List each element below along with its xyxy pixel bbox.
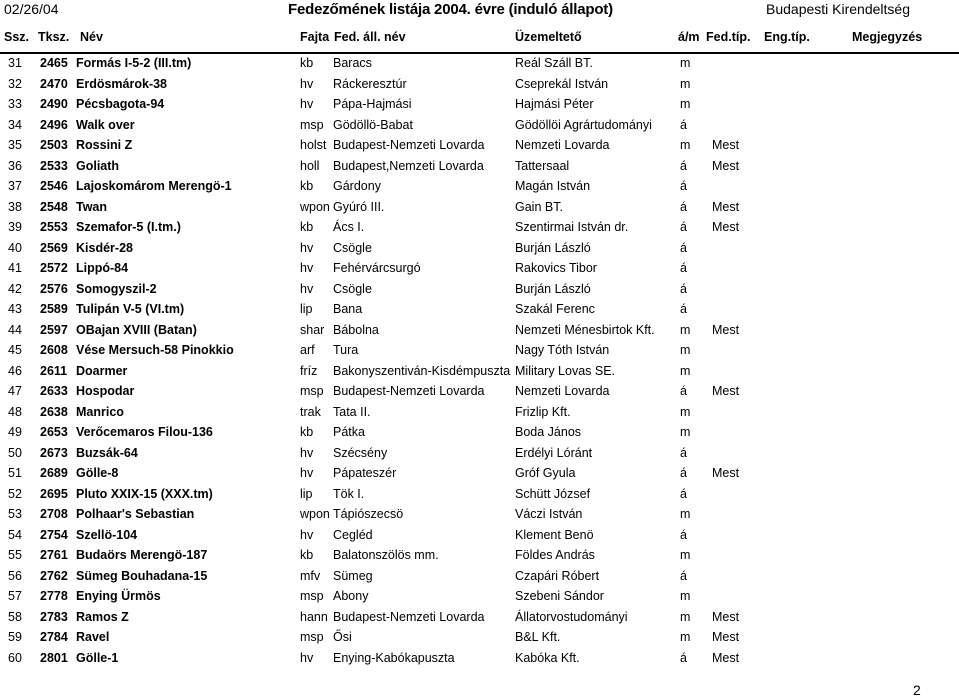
row-am: m xyxy=(680,76,691,91)
table-row xyxy=(0,116,959,137)
row-tksz: 2465 xyxy=(40,56,68,70)
row-station: Pápateszér xyxy=(333,466,397,480)
row-tksz: 2638 xyxy=(40,404,68,419)
row-breed: hv xyxy=(300,281,314,296)
row-ssz: 32 xyxy=(8,76,22,91)
row-fedtip: Mest xyxy=(712,630,740,644)
row-operator: Nemzeti Ménesbirtok Kft. xyxy=(515,322,655,337)
row-am: m xyxy=(680,589,691,603)
row-am: á xyxy=(680,302,687,316)
row-station: Abony xyxy=(333,589,369,603)
row-breed: hann xyxy=(300,609,328,624)
row-ssz: 57 xyxy=(8,589,22,603)
row-tksz: 2761 xyxy=(40,548,68,562)
row-tksz: 2572 xyxy=(40,261,68,275)
row-horse-name: Goliath xyxy=(76,158,120,173)
row-breed: msp xyxy=(300,117,324,132)
row-station: Bábolna xyxy=(333,322,379,337)
row-horse-name: Kisdér-28 xyxy=(76,240,133,255)
row-operator: Czapári Róbert xyxy=(515,568,600,583)
row-ssz: 58 xyxy=(8,609,22,624)
row-breed: kb xyxy=(300,179,314,193)
row-ssz: 43 xyxy=(8,302,22,316)
row-am: m xyxy=(680,56,691,70)
row-breed: hv xyxy=(300,445,314,460)
row-tksz: 2611 xyxy=(40,363,68,378)
row-am: m xyxy=(680,97,691,111)
row-horse-name: Polhaar's Sebastian xyxy=(76,507,195,521)
row-tksz: 2708 xyxy=(40,507,68,521)
row-ssz: 54 xyxy=(8,527,22,542)
row-am: m xyxy=(680,363,691,378)
table-row xyxy=(0,505,959,526)
row-breed: hv xyxy=(300,76,314,91)
row-ssz: 48 xyxy=(8,404,22,419)
row-station: Sümeg xyxy=(333,568,373,583)
row-breed: trak xyxy=(300,404,321,419)
col-fajta: Fajta xyxy=(300,30,330,44)
row-operator: Cseprekál István xyxy=(515,76,609,91)
row-am: á xyxy=(680,527,687,542)
row-horse-name: Buzsák-64 xyxy=(76,445,138,460)
table-row xyxy=(0,136,959,157)
row-station: Pápa-Hajmási xyxy=(333,97,412,111)
row-tksz: 2490 xyxy=(40,97,68,111)
table-row xyxy=(0,54,959,75)
row-tksz: 2778 xyxy=(40,589,68,603)
row-breed: msp xyxy=(300,384,324,398)
table-row xyxy=(0,300,959,321)
row-am: á xyxy=(680,179,687,193)
row-am: á xyxy=(680,281,687,296)
row-breed: holst xyxy=(300,138,327,152)
row-tksz: 2553 xyxy=(40,220,68,234)
row-station: Ősi xyxy=(333,630,352,644)
row-operator: Schütt József xyxy=(515,486,591,501)
row-operator: Gödöllöi Agrártudományi xyxy=(515,117,652,132)
row-am: á xyxy=(680,384,687,398)
row-am: á xyxy=(680,650,687,665)
row-horse-name: Ravel xyxy=(76,630,110,644)
row-station: Fehérvárcsurgó xyxy=(333,261,421,275)
row-fedtip: Mest xyxy=(712,220,740,234)
row-operator: Nemzeti Lovarda xyxy=(515,138,610,152)
row-operator: Szentirmai István dr. xyxy=(515,220,629,234)
row-tksz: 2762 xyxy=(40,568,68,583)
col-uzemelteto: Üzemeltető xyxy=(515,30,582,44)
row-horse-name: Twan xyxy=(76,199,108,214)
table-row xyxy=(0,362,959,383)
row-operator: Klement Benö xyxy=(515,527,594,542)
row-tksz: 2673 xyxy=(40,445,68,460)
row-tksz: 2470 xyxy=(40,76,68,91)
row-ssz: 50 xyxy=(8,445,22,460)
table-row xyxy=(0,423,959,444)
row-station: Enying-Kabókapuszta xyxy=(333,650,455,665)
row-station: Bakonyszentiván-Kisdémpuszta xyxy=(333,363,511,378)
row-breed: wpon xyxy=(300,199,330,214)
row-tksz: 2589 xyxy=(40,302,68,316)
col-tksz: Tksz. xyxy=(38,30,70,44)
col-nev: Név xyxy=(80,30,103,44)
row-tksz: 2503 xyxy=(40,138,68,152)
row-breed: hv xyxy=(300,527,314,542)
row-station: Csögle xyxy=(333,281,372,296)
row-operator: Földes András xyxy=(515,548,595,562)
row-tksz: 2633 xyxy=(40,384,68,398)
row-horse-name: Szemafor-5 (I.tm.) xyxy=(76,220,181,234)
row-tksz: 2576 xyxy=(40,281,68,296)
row-ssz: 33 xyxy=(8,97,22,111)
row-station: Balatonszölös mm. xyxy=(333,548,439,562)
row-ssz: 59 xyxy=(8,630,22,644)
row-am: m xyxy=(680,138,691,152)
row-breed: wpon xyxy=(300,507,330,521)
row-ssz: 45 xyxy=(8,343,22,357)
row-am: m xyxy=(680,322,691,337)
row-station: Tata II. xyxy=(333,404,371,419)
row-station: Tura xyxy=(333,343,359,357)
row-operator: Nagy Tóth István xyxy=(515,343,610,357)
row-breed: msp xyxy=(300,630,324,644)
row-tksz: 2548 xyxy=(40,199,68,214)
row-breed: hv xyxy=(300,240,314,255)
row-horse-name: Doarmer xyxy=(76,363,128,378)
row-fedtip: Mest xyxy=(712,158,740,173)
page-number: 2 xyxy=(913,682,921,698)
row-fedtip: Mest xyxy=(712,199,740,214)
row-ssz: 38 xyxy=(8,199,22,214)
table-row xyxy=(0,628,959,649)
row-station: Budapest-Nemzeti Lovarda xyxy=(333,384,485,398)
row-operator: Burján László xyxy=(515,281,591,296)
row-horse-name: Walk over xyxy=(76,117,135,132)
row-operator: Nemzeti Lovarda xyxy=(515,384,610,398)
row-breed: hv xyxy=(300,466,314,480)
row-operator: Hajmási Péter xyxy=(515,97,594,111)
row-ssz: 35 xyxy=(8,138,22,152)
row-ssz: 39 xyxy=(8,220,22,234)
row-am: á xyxy=(680,445,687,460)
row-breed: shar xyxy=(300,322,325,337)
row-breed: hv xyxy=(300,97,314,111)
row-am: m xyxy=(680,404,691,419)
row-breed: lip xyxy=(300,486,313,501)
col-fedtip: Fed.típ. xyxy=(706,30,751,44)
row-breed: kb xyxy=(300,548,314,562)
row-ssz: 47 xyxy=(8,384,22,398)
table-row xyxy=(0,280,959,301)
row-fedtip: Mest xyxy=(712,466,740,480)
row-ssz: 40 xyxy=(8,240,22,255)
row-am: á xyxy=(680,261,687,275)
table-row xyxy=(0,218,959,239)
col-engtip: Eng.típ. xyxy=(764,30,810,44)
office-name: Budapesti Kirendeltség xyxy=(766,1,910,17)
row-fedtip: Mest xyxy=(712,322,740,337)
row-ssz: 31 xyxy=(8,56,22,70)
row-operator: Erdélyi Lóránt xyxy=(515,445,593,460)
row-am: á xyxy=(680,199,687,214)
row-tksz: 2533 xyxy=(40,158,68,173)
row-breed: holl xyxy=(300,158,320,173)
row-tksz: 2608 xyxy=(40,343,68,357)
row-tksz: 2653 xyxy=(40,425,68,439)
row-station: Cegléd xyxy=(333,527,373,542)
report-date: 02/26/04 xyxy=(4,1,59,17)
row-operator: Szakál Ferenc xyxy=(515,302,595,316)
row-breed: hv xyxy=(300,261,314,275)
row-operator: Gróf Gyula xyxy=(515,466,576,480)
row-tksz: 2801 xyxy=(40,650,68,665)
row-operator: Military Lovas SE. xyxy=(515,363,616,378)
row-breed: kb xyxy=(300,56,314,70)
col-fed-all-nev: Fed. áll. név xyxy=(334,30,406,44)
table-row xyxy=(0,649,959,670)
row-am: m xyxy=(680,548,691,562)
table-row xyxy=(0,587,959,608)
row-station: Ács I. xyxy=(333,220,365,234)
row-fedtip: Mest xyxy=(712,138,740,152)
row-ssz: 42 xyxy=(8,281,22,296)
table-row xyxy=(0,198,959,219)
row-station: Bana xyxy=(333,302,363,316)
table-row xyxy=(0,75,959,96)
row-tksz: 2784 xyxy=(40,630,68,644)
row-horse-name: OBajan XVIII (Batan) xyxy=(76,322,197,337)
row-operator: Magán István xyxy=(515,179,591,193)
row-breed: kb xyxy=(300,425,314,439)
table-row xyxy=(0,177,959,198)
row-fedtip: Mest xyxy=(712,650,740,665)
row-station: Pátka xyxy=(333,425,365,439)
row-tksz: 2754 xyxy=(40,527,68,542)
page-header xyxy=(0,0,959,22)
row-operator: Burján László xyxy=(515,240,591,255)
row-am: á xyxy=(680,466,687,480)
row-am: á xyxy=(680,568,687,583)
row-horse-name: Gölle-1 xyxy=(76,650,119,665)
table-row xyxy=(0,546,959,567)
row-station: Gödöllö-Babat xyxy=(333,117,413,132)
row-horse-name: Lippó-84 xyxy=(76,261,129,275)
row-station: Gárdony xyxy=(333,179,381,193)
table-row xyxy=(0,526,959,547)
row-tksz: 2695 xyxy=(40,486,68,501)
row-station: Tápiószecsö xyxy=(333,507,404,521)
row-am: á xyxy=(680,220,687,234)
row-horse-name: Erdösmárok-38 xyxy=(76,76,168,91)
row-station: Budapest-Nemzeti Lovarda xyxy=(333,138,485,152)
row-am: á xyxy=(680,240,687,255)
row-station: Tök I. xyxy=(333,486,365,501)
row-horse-name: Sümeg Bouhadana-15 xyxy=(76,568,208,583)
table-row xyxy=(0,464,959,485)
row-ssz: 37 xyxy=(8,179,22,193)
row-station: Ráckeresztúr xyxy=(333,76,407,91)
row-horse-name: Pécsbagota-94 xyxy=(76,97,165,111)
row-operator: Boda János xyxy=(515,425,582,439)
row-breed: msp xyxy=(300,589,324,603)
row-ssz: 34 xyxy=(8,117,22,132)
table-row xyxy=(0,608,959,629)
row-operator: Tattersaal xyxy=(515,158,570,173)
row-am: m xyxy=(680,343,691,357)
row-breed: arf xyxy=(300,343,315,357)
row-am: á xyxy=(680,158,687,173)
row-station: Baracs xyxy=(333,56,372,70)
row-horse-name: Vése Mersuch-58 Pinokkio xyxy=(76,343,234,357)
row-ssz: 46 xyxy=(8,363,22,378)
row-operator: Kabóka Kft. xyxy=(515,650,580,665)
row-station: Budapest,Nemzeti Lovarda xyxy=(333,158,484,173)
row-horse-name: Szellö-104 xyxy=(76,527,138,542)
column-headers xyxy=(0,30,959,50)
row-ssz: 53 xyxy=(8,507,22,521)
row-horse-name: Enying Ürmös xyxy=(76,589,161,603)
row-am: m xyxy=(680,609,691,624)
table-row xyxy=(0,239,959,260)
col-am: á/m xyxy=(678,30,700,44)
row-tksz: 2783 xyxy=(40,609,68,624)
table-row xyxy=(0,157,959,178)
row-station: Szécsény xyxy=(333,445,388,460)
table-row xyxy=(0,403,959,424)
row-operator: Reál Száll BT. xyxy=(515,56,593,70)
row-operator: B&L Kft. xyxy=(515,630,561,644)
row-operator: Frizlip Kft. xyxy=(515,404,571,419)
row-ssz: 51 xyxy=(8,466,22,480)
row-horse-name: Tulipán V-5 (VI.tm) xyxy=(76,302,185,316)
row-ssz: 36 xyxy=(8,158,22,173)
row-breed: kb xyxy=(300,220,314,234)
row-tksz: 2689 xyxy=(40,466,68,480)
row-ssz: 55 xyxy=(8,548,22,562)
row-horse-name: Ramos Z xyxy=(76,609,129,624)
table-row xyxy=(0,485,959,506)
col-megjegyzes: Megjegyzés xyxy=(852,30,923,44)
row-horse-name: Formás I-5-2 (III.tm) xyxy=(76,56,192,70)
table-row xyxy=(0,259,959,280)
row-fedtip: Mest xyxy=(712,609,740,624)
row-horse-name: Budaörs Merengö-187 xyxy=(76,548,208,562)
report-title: Fedezőmének listája 2004. évre (induló állapot) xyxy=(288,1,613,18)
row-breed: hv xyxy=(300,650,314,665)
row-ssz: 49 xyxy=(8,425,22,439)
row-horse-name: Somogyszil-2 xyxy=(76,281,157,296)
row-am: m xyxy=(680,425,691,439)
row-station: Budapest-Nemzeti Lovarda xyxy=(333,609,485,624)
table-row xyxy=(0,382,959,403)
row-horse-name: Verőcemaros Filou-136 xyxy=(76,425,213,439)
row-operator: Váczi István xyxy=(515,507,583,521)
table-row xyxy=(0,341,959,362)
row-ssz: 60 xyxy=(8,650,22,665)
row-horse-name: Lajoskomárom Merengö-1 xyxy=(76,179,232,193)
row-breed: lip xyxy=(300,302,313,316)
row-station: Csögle xyxy=(333,240,372,255)
table-row xyxy=(0,95,959,116)
row-tksz: 2569 xyxy=(40,240,68,255)
row-ssz: 41 xyxy=(8,261,22,275)
row-horse-name: Gölle-8 xyxy=(76,466,119,480)
row-operator: Szebeni Sándor xyxy=(515,589,604,603)
row-ssz: 52 xyxy=(8,486,22,501)
row-operator: Gain BT. xyxy=(515,199,563,214)
row-breed: mfv xyxy=(300,568,321,583)
row-am: á xyxy=(680,117,687,132)
row-horse-name: Manrico xyxy=(76,404,124,419)
table-row xyxy=(0,321,959,342)
row-am: m xyxy=(680,507,691,521)
row-horse-name: Hospodar xyxy=(76,384,135,398)
row-horse-name: Pluto XXIX-15 (XXX.tm) xyxy=(76,486,213,501)
row-tksz: 2496 xyxy=(40,117,68,132)
row-tksz: 2597 xyxy=(40,322,68,337)
row-ssz: 56 xyxy=(8,568,22,583)
col-ssz: Ssz. xyxy=(4,30,30,44)
row-am: á xyxy=(680,486,687,501)
table-row xyxy=(0,444,959,465)
row-fedtip: Mest xyxy=(712,384,740,398)
row-operator: Rakovics Tibor xyxy=(515,261,597,275)
row-ssz: 44 xyxy=(8,322,22,337)
table-row xyxy=(0,567,959,588)
row-horse-name: Rossini Z xyxy=(76,138,133,152)
row-station: Gyúró III. xyxy=(333,199,385,214)
row-tksz: 2546 xyxy=(40,179,68,193)
row-breed: fríz xyxy=(300,363,318,378)
row-operator: Állatorvostudományi xyxy=(515,609,628,624)
row-am: m xyxy=(680,630,691,644)
